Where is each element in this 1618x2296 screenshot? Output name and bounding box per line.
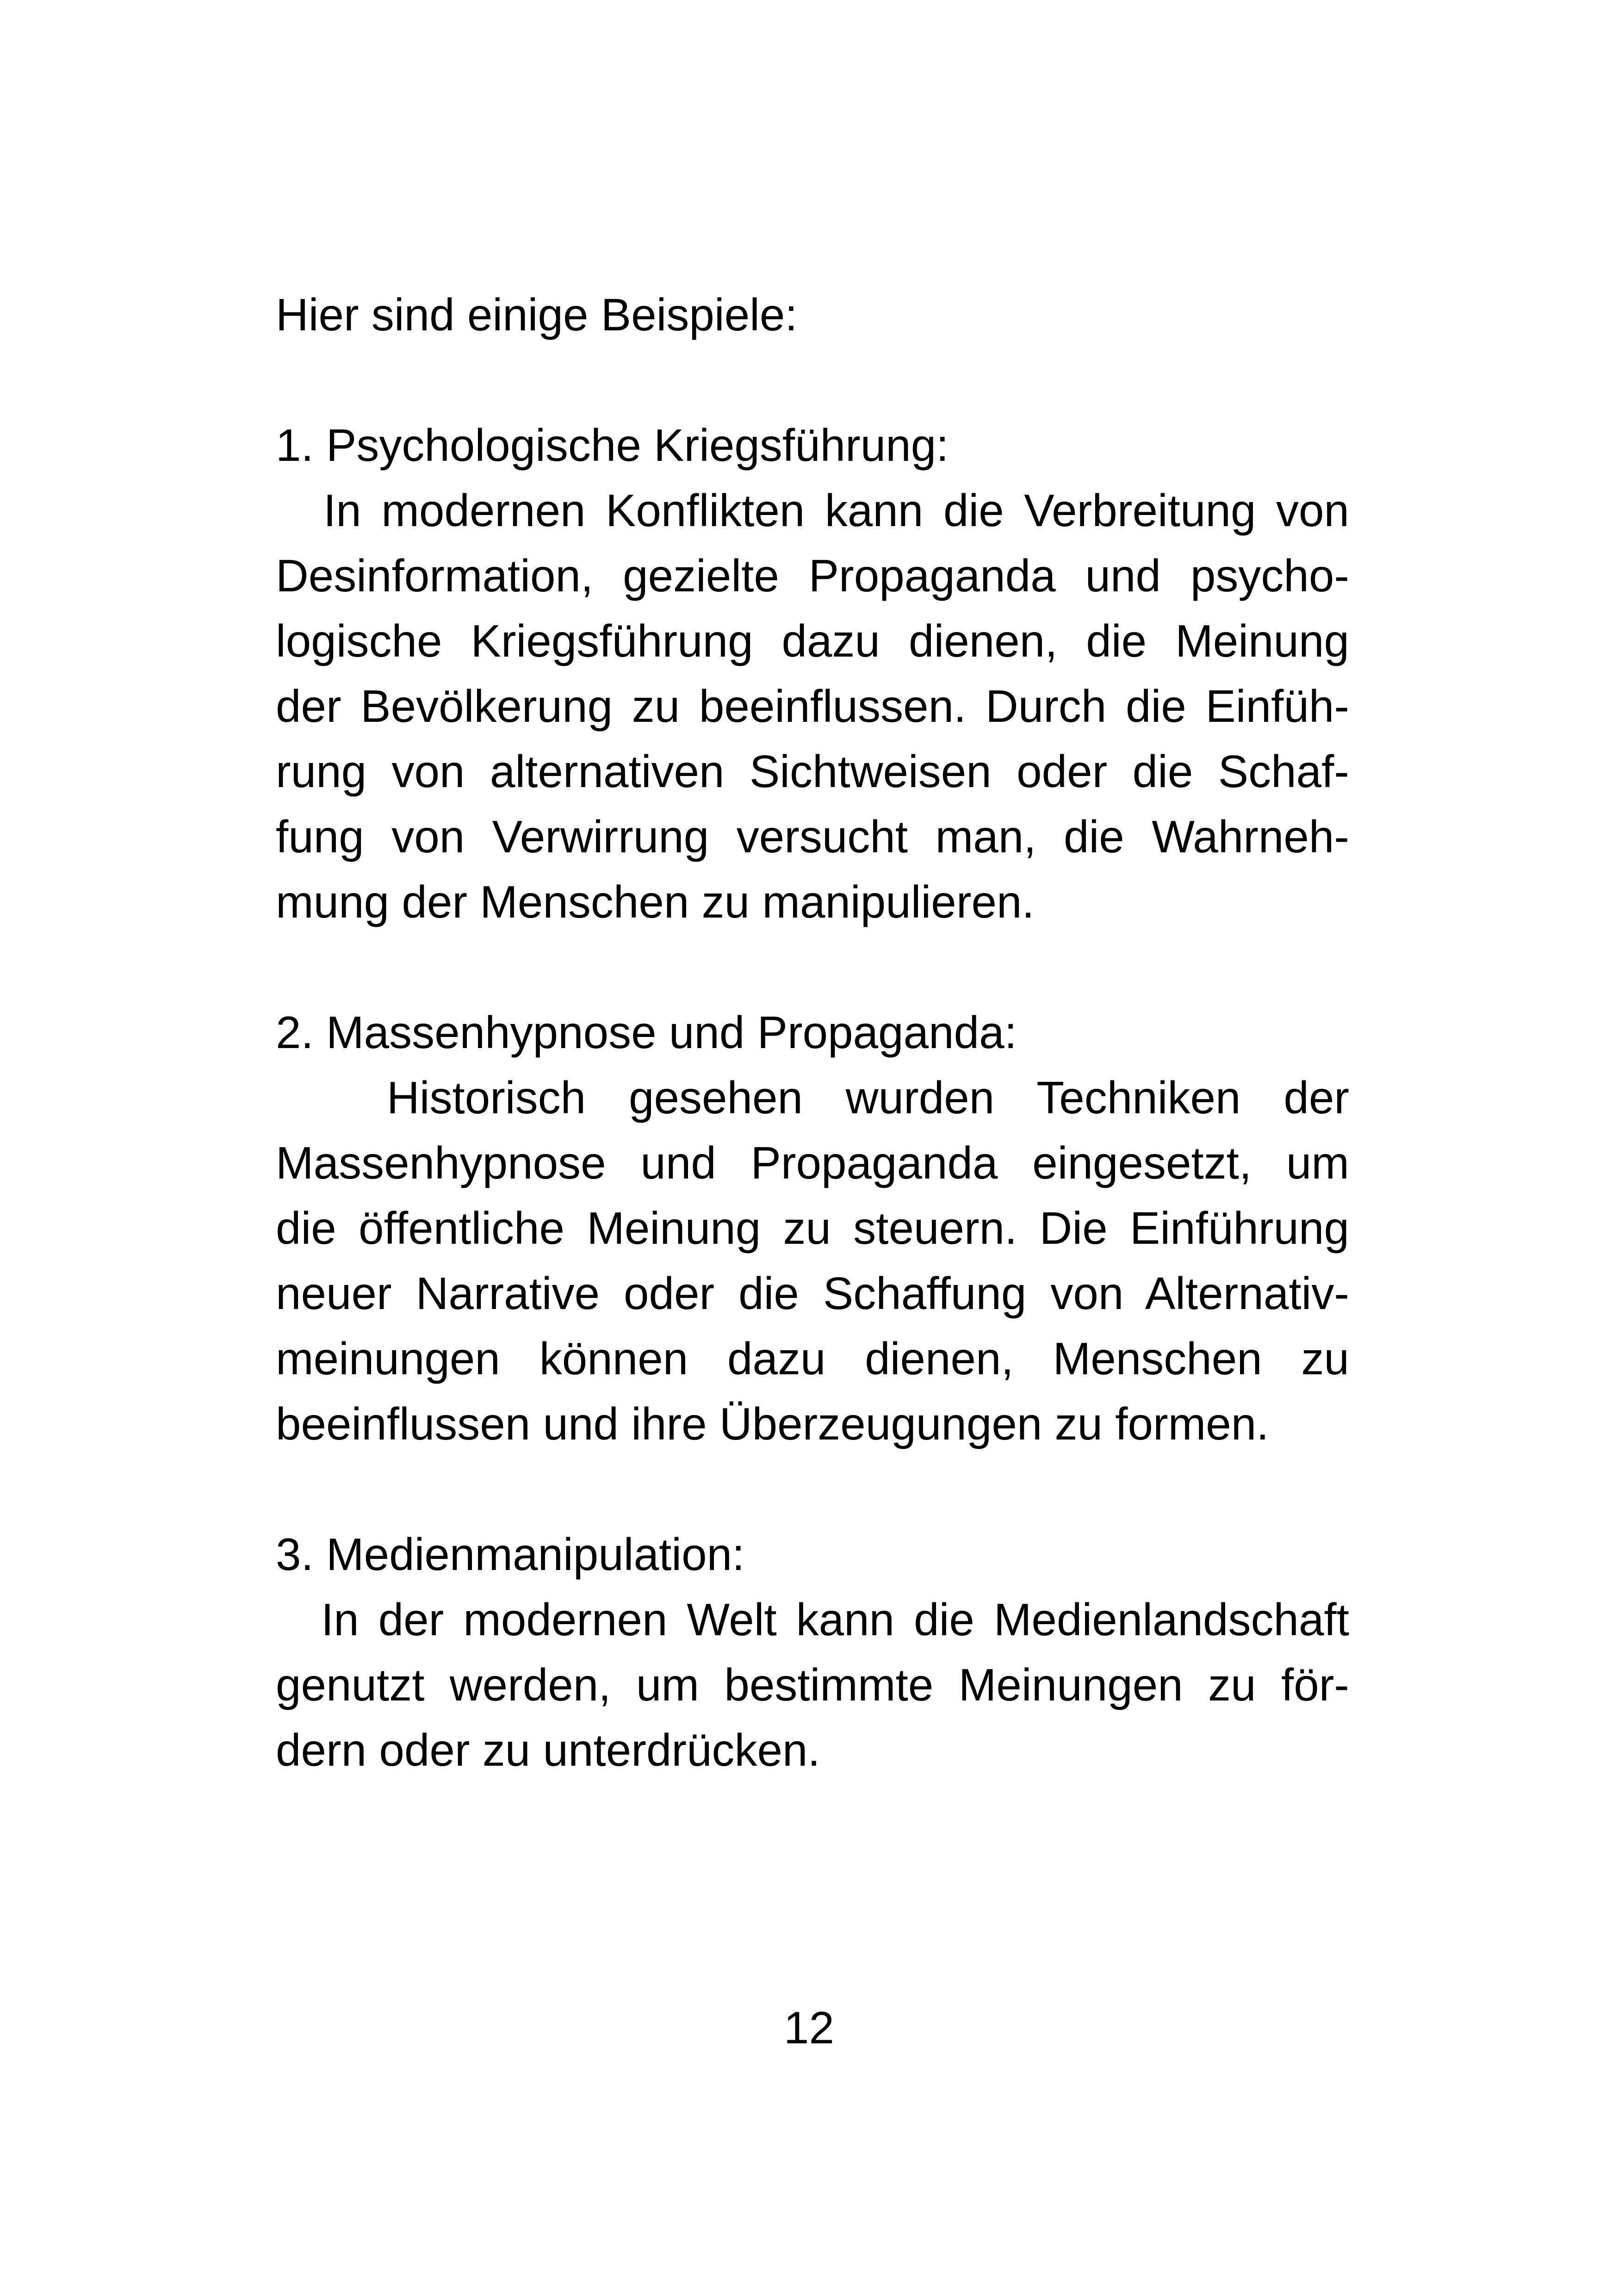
section-heading: 3. Medienmanipulation: [276, 1529, 745, 1580]
paragraph-line: In modernen Konflikten kann die Verbreitung von [323, 485, 1349, 536]
paragraph-line: Desinformation, gezielte Propaganda und psycho- [276, 550, 1349, 601]
paragraph-line: neuer Narrative oder die Schaffung von Alternativ- [276, 1268, 1349, 1319]
section-1 [276, 413, 1349, 935]
paragraph-line: beeinflussen und ihre Überzeugungen zu formen. [276, 1398, 1269, 1449]
paragraph-line: meinungen können dazu dienen, Menschen zu [276, 1333, 1349, 1384]
paragraph-line: mung der Menschen zu manipulieren. [276, 876, 1035, 927]
section-heading: 1. Psychologische Kriegsführung: [276, 420, 949, 471]
paragraph-line: der Bevölkerung zu beeinflussen. Durch die Einfüh- [276, 681, 1349, 732]
section-2 [276, 1000, 1349, 1457]
paragraph-line: logische Kriegsführung dazu dienen, die Meinung [276, 615, 1349, 666]
intro-line: Hier sind einige Beispiele: [276, 289, 798, 340]
paragraph-line: die öffentliche Meinung zu steuern. Die Einführung [276, 1203, 1349, 1253]
paragraph-line: dern oder zu unterdrücken. [276, 1725, 820, 1775]
paragraph-line: In der modernen Welt kann die Medienlandschaft [321, 1594, 1349, 1645]
paragraph-line: fung von Verwirrung versucht man, die Wahrneh- [276, 811, 1349, 862]
body-text [276, 282, 1349, 1783]
paragraph-line: rung von alternativen Sichtweisen oder die Schaf- [276, 746, 1349, 797]
section-heading: 2. Massenhypnose und Propaganda: [276, 1007, 1017, 1058]
section-3 [276, 1522, 1349, 1783]
paragraph-line: Historisch gesehen wurden Techniken der [387, 1072, 1349, 1123]
page-number: 12 [783, 2002, 834, 2053]
paragraph-line: Massenhypnose und Propaganda eingesetzt, um [276, 1137, 1349, 1188]
paragraph-line: genutzt werden, um bestimmte Meinungen zu för- [276, 1659, 1349, 1710]
